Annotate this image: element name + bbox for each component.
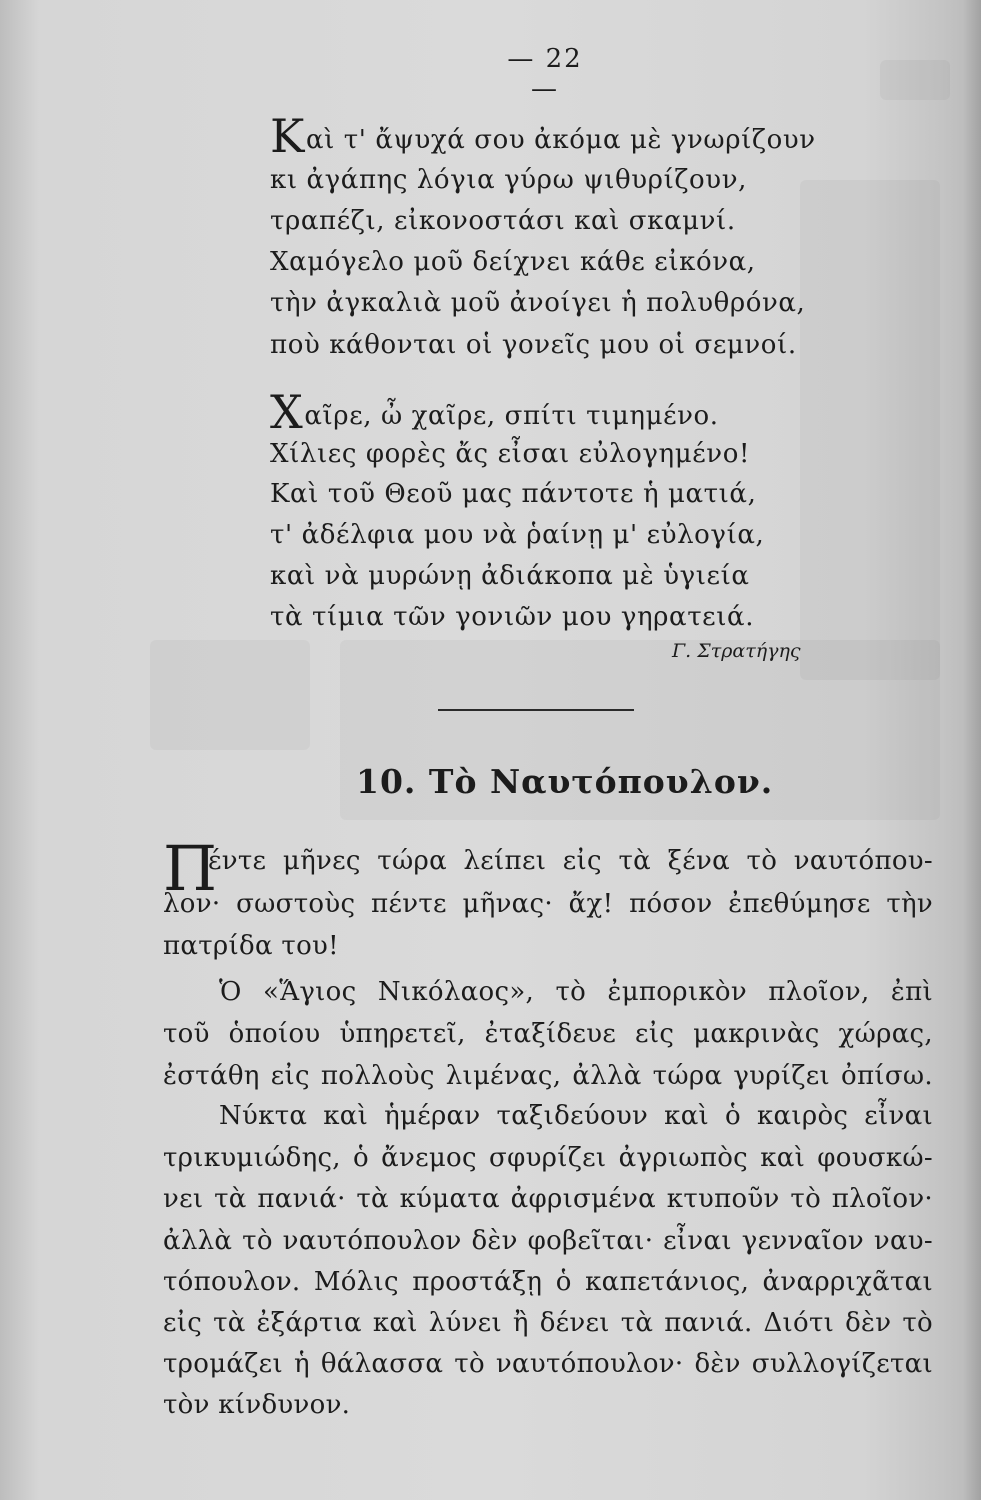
prose-line: νει τὰ πανιά· τὰ κύματα ἀφρισμένα κτυποῦν τὸ πλοῖον· [163, 1184, 933, 1214]
show-through-shadow [800, 180, 940, 680]
drop-cap-initial: Π [163, 832, 218, 905]
poem-line-rest: αῖρε, ὦ χαῖρε, σπίτι τιμημένο. [304, 401, 719, 431]
prose-line: Ὁ «Ἅγιος Νικόλαος», τὸ ἐμπορικὸν πλοῖον, ἐπὶ [219, 977, 933, 1007]
prose-line: έντε μῆνες τώρα λείπει εἰς τὰ ξένα τὸ ναυτόπου- [208, 846, 933, 876]
prose-line: τοῦ ὁποίου ὑπηρετεῖ, ἐταξίδευε εἰς μακρινὰς χώρας, [163, 1019, 933, 1049]
poem-line: Χίλιες φορὲς ἄς εἶσαι εὐλογημένο! [270, 439, 751, 469]
prose-line: εἰς τὰ ἐξάρτια καὶ λύνει ἢ δένει τὰ πανιά. Διότι δὲν τὸ [163, 1308, 933, 1338]
prose-line: τρομάζει ἡ θάλασσα τὸ ναυτόπουλον· δὲν συλλογίζεται [163, 1349, 933, 1379]
poem-line [270, 385, 719, 439]
poem-line: ποὺ κάθονται οἱ γονεῖς μου οἱ σεμνοί. [270, 330, 797, 360]
page-gutter-shadow [963, 0, 981, 1500]
poem-line-rest: αὶ τ' ἄψυχά σου ἀκόμα μὲ γνωρίζουν [305, 125, 816, 155]
page-number: — 22 — [507, 44, 583, 104]
prose-line: πατρίδα του! [163, 931, 339, 961]
show-through-shadow [150, 640, 310, 750]
poem-line: καὶ νὰ μυρώνῃ ἀδιάκοπα μὲ ὑγιεία [270, 561, 750, 591]
chapter-heading: 10. Τὸ Ναυτόπουλον. [356, 762, 774, 801]
prose-line: ἀλλὰ τὸ ναυτόπουλον δὲν φοβεῖται· εἶναι γενναῖον ναυ- [163, 1226, 933, 1256]
prose-line: τόπουλον. Μόλις προστάξῃ ὁ καπετάνιος, ἀναρριχᾶται [163, 1267, 933, 1297]
poem-line [270, 109, 816, 163]
show-through-shadow [880, 60, 950, 100]
section-divider [438, 709, 634, 711]
prose-line: ἐστάθη εἰς πολλοὺς λιμένας, ἀλλὰ τώρα γυρίζει ὀπίσω. [163, 1061, 933, 1091]
poem-signature: Γ. Στρατήγης [672, 640, 801, 662]
poem-line: κι ἀγάπης λόγια γύρω ψιθυρίζουν, [270, 165, 747, 195]
poem-line: τὴν ἀγκαλιὰ μοῦ ἀνοίγει ἡ πολυθρόνα, [270, 288, 806, 318]
stanza-initial-letter: Κ [270, 109, 305, 163]
prose-line: λον· σωστοὺς πέντε μῆνας· ἄχ! πόσον ἐπεθύμησε τὴν [163, 889, 933, 919]
prose-line: τρικυμιώδης, ὁ ἄνεμος σφυρίζει ἀγριωπὸς καὶ φουσκώ- [163, 1143, 933, 1173]
poem-line: Καὶ τοῦ Θεοῦ μας πάντοτε ἡ ματιά, [270, 479, 757, 509]
prose-line: Νύκτα καὶ ἡμέραν ταξιδεύουν καὶ ὁ καιρὸς εἶναι [219, 1101, 933, 1131]
prose-line: τὸν κίνδυνον. [163, 1390, 351, 1420]
poem-line: τραπέζι, εἰκονοστάσι καὶ σκαμνί. [270, 206, 736, 236]
stanza-initial-letter: Χ [270, 385, 304, 439]
poem-line: Χαμόγελο μοῦ δείχνει κάθε εἰκόνα, [270, 247, 756, 277]
poem-line: τ' ἀδέλφια μου νὰ ῥαίνῃ μ' εὐλογία, [270, 520, 765, 550]
poem-line: τὰ τίμια τῶν γονιῶν μου γηρατειά. [270, 602, 755, 632]
